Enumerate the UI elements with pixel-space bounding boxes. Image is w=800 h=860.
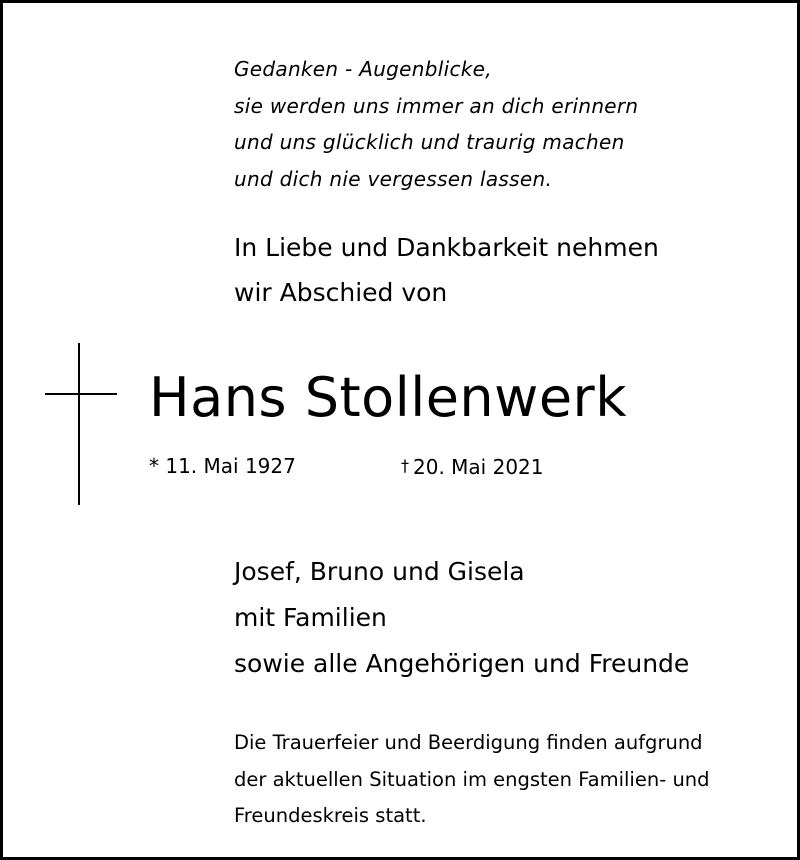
funeral-notice bbox=[234, 725, 710, 835]
notice-line: Die Trauerfeier und Beerdigung finden aufgrund bbox=[234, 731, 703, 754]
death-date-line bbox=[401, 451, 544, 482]
notice-line: der aktuellen Situation im engsten Familien- und bbox=[234, 767, 710, 791]
poem bbox=[234, 51, 638, 197]
cross-vertical-bar bbox=[78, 343, 80, 505]
mourners-line: Josef, Bruno und Gisela bbox=[234, 557, 525, 586]
poem-line: und dich nie vergessen lassen. bbox=[234, 166, 553, 191]
mourners bbox=[234, 549, 689, 687]
notice-line: Freundeskreis statt. bbox=[234, 804, 427, 827]
cross-horizontal-bar bbox=[45, 393, 117, 395]
poem-line: und uns glücklich und traurig machen bbox=[234, 130, 625, 154]
death-date: 20. Mai 2021 bbox=[413, 455, 544, 479]
intro-line: In Liebe und Dankbarkeit nehmen bbox=[234, 233, 659, 262]
dagger-icon: † bbox=[401, 456, 409, 475]
poem-line: sie werden uns immer an dich erinnern bbox=[234, 93, 639, 118]
poem-line: Gedanken - Augenblicke, bbox=[234, 57, 492, 81]
birth-date: * 11. Mai 1927 bbox=[149, 454, 296, 478]
mourners-line: sowie alle Angehörigen und Freunde bbox=[234, 649, 690, 678]
mourners-line: mit Familien bbox=[234, 603, 387, 632]
deceased-name: Hans Stollenwerk bbox=[149, 366, 628, 429]
intro-line: wir Abschied von bbox=[234, 278, 448, 307]
farewell-intro bbox=[234, 225, 659, 315]
